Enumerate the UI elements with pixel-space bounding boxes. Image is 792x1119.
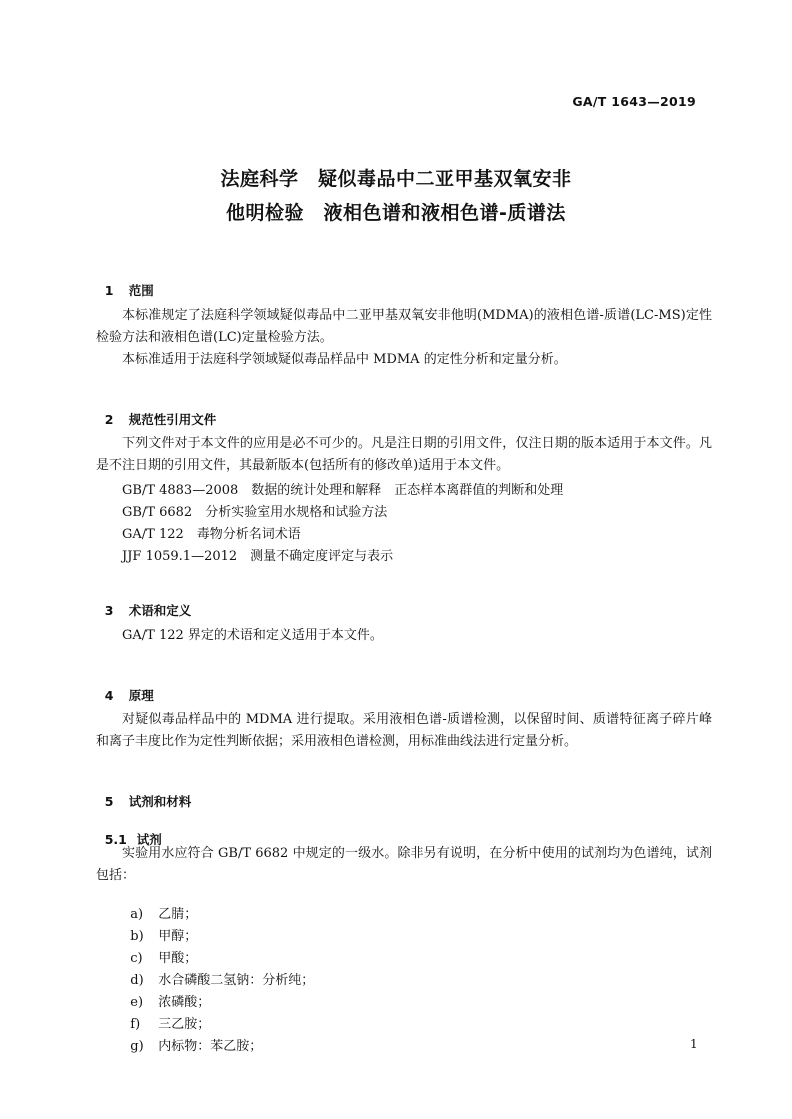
list-item-text: 浓磷酸； — [158, 995, 211, 1010]
list-item-text: 内标物：苯乙胺； — [158, 1039, 263, 1054]
reagent-list-item — [122, 1020, 262, 1054]
list-item-text: 水合磷酸二氢钠：分析纯； — [158, 973, 315, 988]
section-title: 原理 — [128, 688, 154, 703]
list-marker: g) — [130, 1039, 144, 1054]
document-title-line-1: 法庭科学 疑似毒品中二亚甲基双氧安非 — [220, 168, 572, 190]
list-marker: f) — [130, 1017, 141, 1032]
list-item-text: 甲酸； — [158, 951, 198, 966]
page-number: 1 — [690, 1037, 698, 1051]
list-marker: c) — [130, 951, 143, 966]
section-3-paragraph-1: GA/T 122 界定的术语和定义适用于本文件。 — [122, 628, 383, 643]
reference-item: GB/T 4883—2008 数据的统计处理和解释 正态样本离群值的判断和处理 — [122, 483, 564, 498]
section-title: 范围 — [128, 283, 154, 298]
reference-item: GB/T 6682 分析实验室用水规格和试验方法 — [122, 505, 388, 520]
list-item-text: 三乙胺； — [158, 1017, 211, 1032]
section-title: 规范性引用文件 — [128, 412, 217, 427]
section-1-paragraph-2: 本标准适用于法庭科学领域疑似毒品样品中 MDMA 的定性分析和定量分析。 — [122, 352, 567, 367]
section-number: 5 — [104, 794, 114, 809]
list-marker: e) — [130, 995, 144, 1010]
document-title-line-2: 他明检验 液相色谱和液相色谱-质谱法 — [226, 202, 566, 224]
section-number: 1 — [104, 283, 114, 298]
section-2-paragraph-1: 下列文件对于本文件的应用是必不可少的。凡是注日期的引用文件，仅注日期的版本适用于本文件。凡是不注日期的引用文件，其最新版本(包括所有的修改单)适用于本文件。 — [96, 436, 712, 473]
reference-item: JJF 1059.1—2012 测量不确定度评定与表示 — [122, 549, 394, 564]
list-marker: d) — [130, 973, 144, 988]
subsection-number: 5.1 — [104, 832, 127, 847]
section-1-heading — [96, 266, 154, 299]
list-item-text: 乙腈； — [158, 907, 198, 922]
subsection-5-1-paragraph-1: 实验用水应符合 GB/T 6682 中规定的一级水。除非另有说明，在分析中使用的试剂均为色谱纯，试剂包括： — [96, 846, 712, 883]
reference-item: GA/T 122 毒物分析名词术语 — [122, 527, 301, 542]
section-number: 2 — [104, 412, 114, 427]
section-number: 4 — [104, 688, 114, 703]
standard-number: GA/T 1643—2019 — [572, 94, 696, 109]
list-item-text: 甲醇； — [158, 929, 198, 944]
section-number: 3 — [104, 603, 114, 618]
section-4-heading — [96, 671, 154, 704]
section-4-paragraph-1: 对疑似毒品样品中的 MDMA 进行提取。采用液相色谱-质谱检测，以保留时间、质谱特征离子碎片峰和离子丰度比作为定性判断依据；采用液相色谱检测，用标准曲线法进行定量分析。 — [96, 712, 712, 749]
section-title: 术语和定义 — [128, 603, 192, 618]
section-1-paragraph-1: 本标准规定了法庭科学领域疑似毒品中二亚甲基双氧安非他明(MDMA)的液相色谱-质谱(LC-MS)定性检验方法和液相色谱(LC)定量检验方法。 — [96, 308, 712, 345]
section-5-heading — [96, 777, 191, 810]
subsection-title: 试剂 — [136, 832, 162, 847]
section-title: 试剂和材料 — [128, 794, 192, 809]
list-marker: b) — [130, 929, 144, 944]
section-2-heading — [96, 395, 216, 428]
list-marker: a) — [130, 907, 144, 922]
section-3-heading — [96, 586, 191, 619]
